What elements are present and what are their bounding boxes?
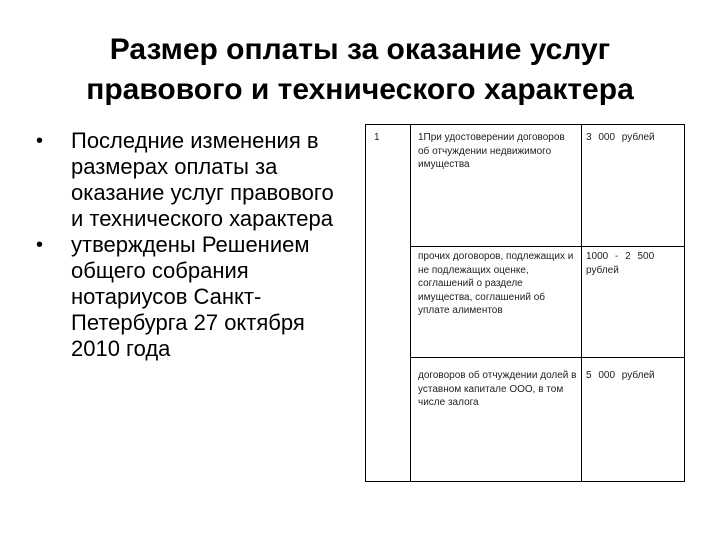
bullet-item-changes bbox=[36, 128, 336, 232]
table-cell-description-llc-shares: договоров об отчуждении долей в уставном капитале ООО, в том числе залога bbox=[418, 370, 577, 408]
slide-title-line-1: Размер оплаты за оказание услуг bbox=[109, 33, 611, 66]
bullet-text-approved: утверждены Решением общего собрания нотариусов Санкт-Петербурга 27 октября 2010 года bbox=[71, 232, 310, 361]
table-cell-description-real-estate: 1При удостоверении договоров об отчуждении недвижимого имущества bbox=[418, 132, 565, 170]
bullet-dot-icon: • bbox=[36, 234, 44, 256]
table-column-divider bbox=[410, 125, 411, 481]
table-cell-description-other-contracts: прочих договоров, подлежащих и не подлежащих оценке, соглашений о разделе имущества, соглашений об уплате алиментов bbox=[418, 251, 574, 316]
table-cell-number: 1 bbox=[374, 132, 380, 143]
bullet-text-changes: Последние изменения в размерах оплаты за оказание услуг правового и технического характера bbox=[71, 128, 334, 231]
table-column-divider bbox=[581, 125, 582, 481]
bullet-item-approved bbox=[36, 232, 336, 362]
fee-table bbox=[365, 124, 685, 482]
slide-title-line-2: правового и технического характера bbox=[86, 73, 634, 106]
bullet-list bbox=[36, 128, 336, 362]
slide-title bbox=[40, 30, 680, 110]
table-cell-price-real-estate: 3 000 рублей bbox=[586, 132, 655, 143]
table-cell-price-other-contracts: 1000 - 2 500 рублей bbox=[586, 251, 655, 276]
table-row-divider bbox=[410, 246, 684, 247]
bullet-dot-icon: • bbox=[36, 130, 44, 152]
table-cell-price-llc-shares: 5 000 рублей bbox=[586, 370, 655, 381]
table-row-divider bbox=[410, 357, 684, 358]
